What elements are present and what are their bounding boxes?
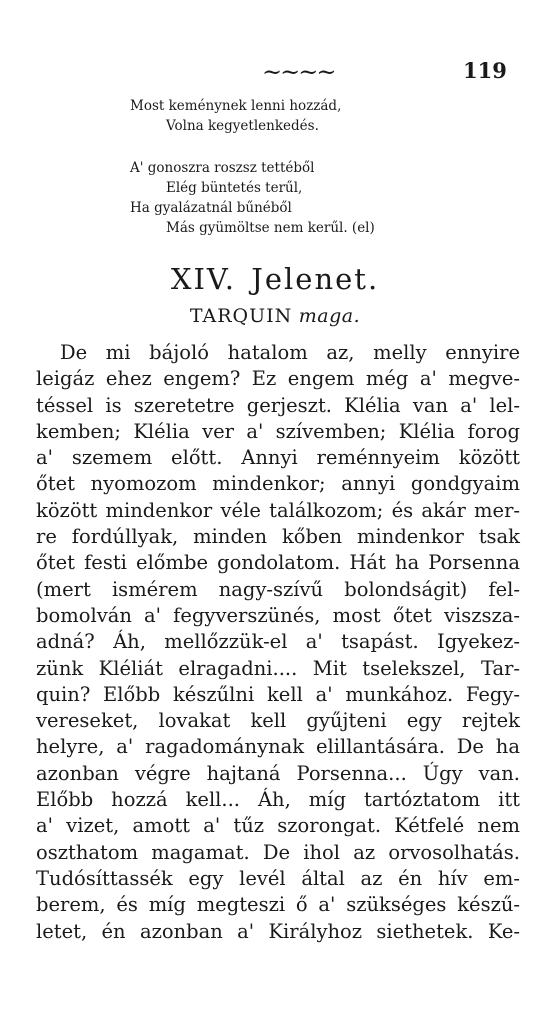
verse-line: A' gonoszra roszsz tettéből (130, 160, 315, 176)
prose-line: bomolván a' fegyverszünés, most őtet viszsza- (36, 603, 520, 627)
verse-line: Volna kegyetlenkedés. (166, 118, 319, 134)
verse-line: Most keménynek lenni hozzád, (130, 98, 342, 114)
verse-line: Ha gyalázatnál bűnéből (130, 200, 292, 216)
prose-line: őtet nyomozom mindenkor; annyi gondgyaim (36, 472, 520, 496)
scene-title: XIV. Jelenet. (170, 262, 380, 296)
prose-line: re fordúllyak, minden kőben mindenkor tsak (36, 525, 520, 549)
header-ornament: ~~~~ (262, 58, 335, 86)
prose-line: berem, és míg megteszi ő a' szükséges készű- (36, 893, 520, 917)
prose-line: vereseket, lovakat kell gyűjteni egy rejtek (36, 709, 520, 733)
prose-line: Előbb hozzá kell... Áh, míg tartóztatom itt (36, 788, 520, 812)
prose-line: letet, én azonban a' Királyhoz siethetek. Ke- (36, 919, 520, 943)
page-number: 119 (463, 58, 507, 83)
verse-stanza (130, 158, 375, 238)
verse-line: Más gyümöltse nem kerűl. (el) (166, 220, 375, 236)
prose-line: zünk Kléliát elragadni.... Mit tselekszel, Tar- (36, 656, 520, 680)
prose-line: oszthatom magamat. De ihol az orvosolhatás. (36, 840, 520, 864)
prose-line: a' szemem előtt. Annyi reménnyeim között (36, 446, 520, 470)
prose-line: a' vizet, amott a' tűz szorongat. Kétfelé nem (36, 814, 520, 838)
prose-line: Tudósíttassék egy levél által az én hív em- (36, 866, 520, 890)
prose-line: azonban végre hajtaná Porsenna... Úgy van. (36, 761, 520, 785)
verse-stanza (130, 96, 341, 136)
prose-line: helyre, a' ragadománynak elillantására. De ha (36, 735, 520, 759)
speaker-heading (0, 305, 550, 327)
prose-line: őtet festi előmbe gondolatom. Hát ha Porsenna (36, 551, 520, 575)
speaker-name: TARQUIN (189, 305, 293, 327)
prose-line: De mi bájoló hatalom az, melly ennyire (60, 341, 520, 364)
prose-paragraph (36, 340, 520, 945)
prose-line: leigáz ehez engem? Ez engem még a' megve- (36, 367, 520, 391)
verse-line: Elég büntetés terűl, (166, 180, 303, 196)
prose-line: quin? Előbb készűlni kell a' munkához. Fegy- (36, 682, 520, 706)
prose-line: adná? Áh, mellőzzük-el a' tsapást. Igyekez- (36, 630, 520, 654)
prose-line: között mindenkor véle találkozom; és akár mer- (36, 498, 520, 522)
prose-line: (mert ismérem nagy-szívű bolondságit) fel- (36, 577, 520, 601)
prose-line: kemben; Klélia ver a' szívemben; Klélia forog (36, 419, 520, 443)
stage-direction: maga. (298, 305, 361, 327)
prose-line: téssel is szeretetre gerjeszt. Klélia van a' lel- (36, 393, 520, 417)
